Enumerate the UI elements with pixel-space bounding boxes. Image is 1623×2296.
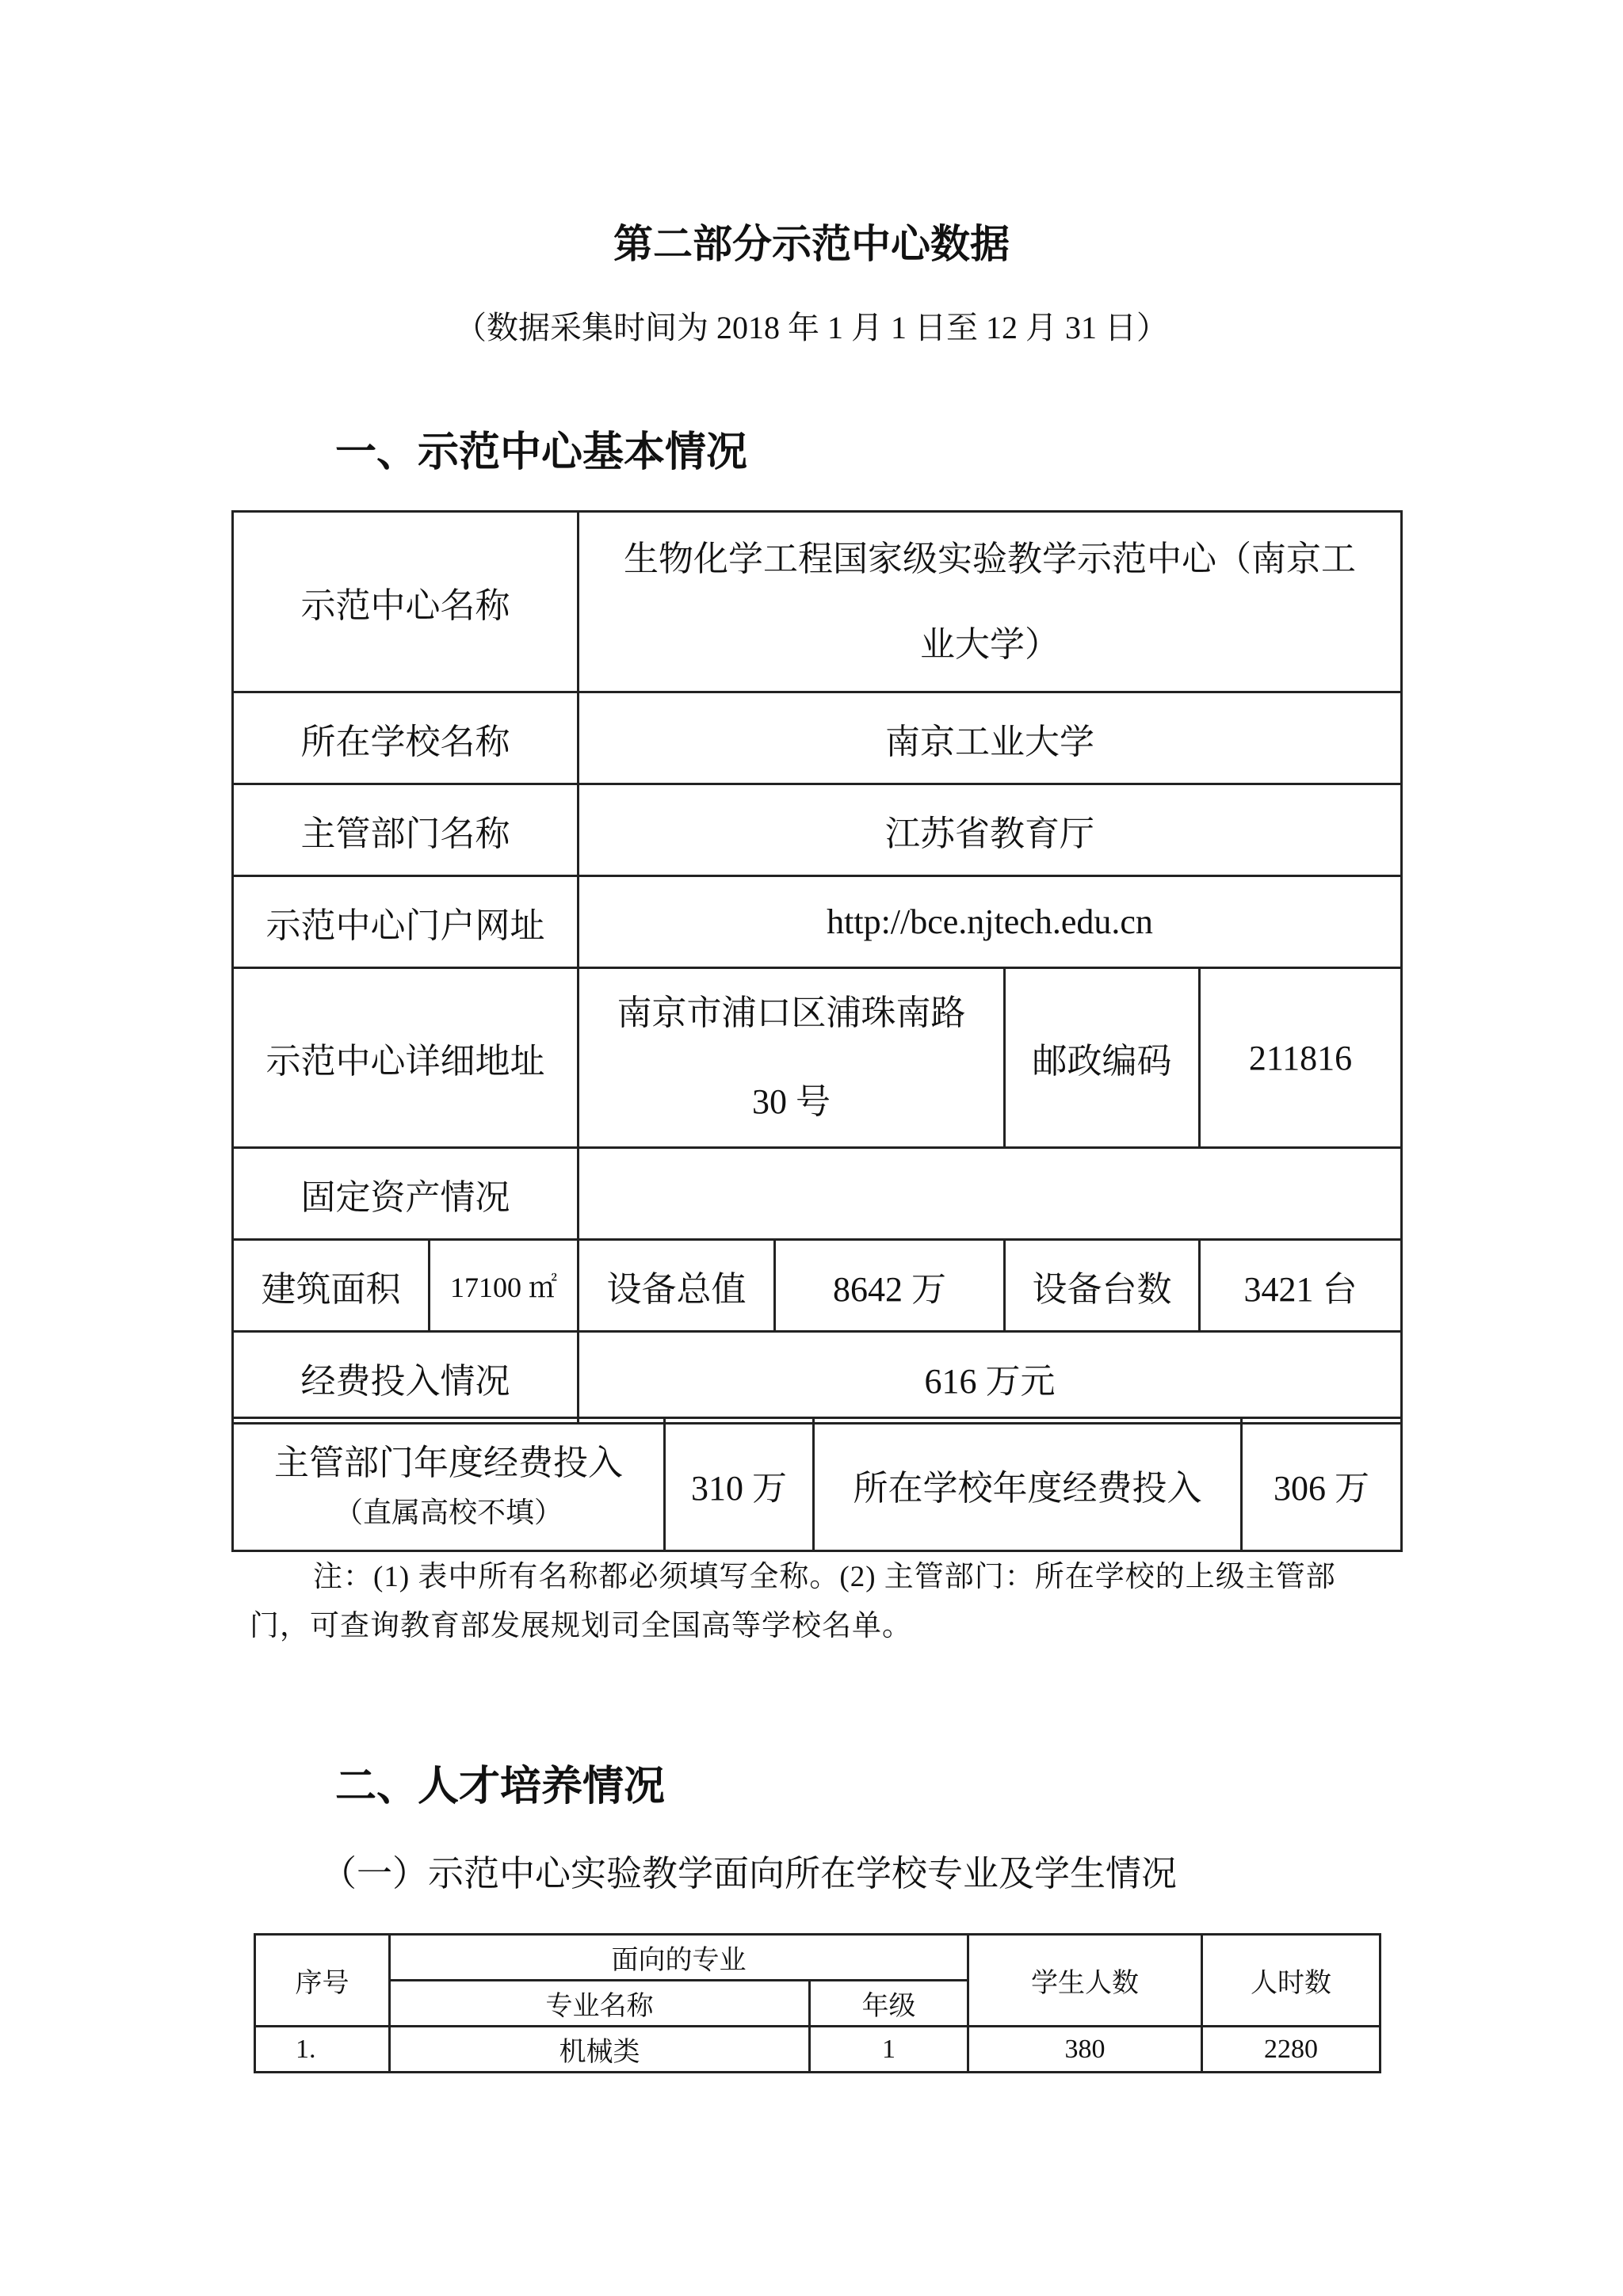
page-title: 第二部分示范中心数据 (613, 221, 1010, 267)
fixed-assets-value (579, 1148, 1402, 1240)
funding-label: 经费投入情况 (233, 1332, 579, 1424)
row-students: 380 (968, 2027, 1202, 2073)
center-name-line1: 生物化学工程国家级实验教学示范中心（南京工 (624, 538, 1356, 579)
equipment-count-value: 3421 台 (1200, 1240, 1402, 1332)
header-major-name: 专业名称 (390, 1981, 810, 2027)
header-students: 学生人数 (968, 1935, 1202, 2027)
school-annual-funding-label: 所在学校年度经费投入 (814, 1418, 1242, 1551)
equipment-count-label: 设备台数 (1005, 1240, 1200, 1332)
section-heading-talent: 二、人才培养情况 (335, 1763, 666, 1810)
table-row (233, 968, 1402, 1148)
page-subtitle: （数据采集时间为 2018 年 1 月 1 日至 12 月 31 日） (455, 310, 1168, 345)
address-label: 示范中心详细地址 (233, 968, 579, 1148)
building-area-label: 建筑面积 (233, 1240, 430, 1332)
center-name-value (579, 512, 1402, 692)
table-row (233, 1240, 1402, 1332)
building-area-value: 17100 ㎡ (430, 1240, 579, 1332)
dept-annual-funding-title: 主管部门年度经费投入 (274, 1442, 623, 1483)
dept-name-value: 江苏省教育厅 (579, 784, 1402, 876)
postcode-value: 211816 (1200, 968, 1402, 1148)
fixed-assets-label: 固定资产情况 (233, 1148, 579, 1240)
equipment-value-label: 设备总值 (579, 1240, 775, 1332)
address-value (579, 968, 1005, 1148)
table-row (233, 1418, 1402, 1551)
portal-url-label: 示范中心门户网址 (233, 876, 579, 968)
address-line1: 南京市浦口区浦珠南路 (617, 993, 966, 1033)
row-grade: 1 (810, 2027, 968, 2073)
header-major-group: 面向的专业 (390, 1935, 968, 1981)
header-seq: 序号 (255, 1935, 390, 2027)
table-row (233, 512, 1402, 692)
row-major-name: 机械类 (390, 2027, 810, 2073)
basic-info-table (231, 510, 1403, 1425)
funding-detail-table (231, 1417, 1403, 1552)
row-seq: 1. (255, 2027, 390, 2073)
row-hours: 2280 (1202, 2027, 1381, 2073)
table-row (233, 692, 1402, 784)
header-hours: 人时数 (1202, 1935, 1381, 2027)
dept-name-label: 主管部门名称 (233, 784, 579, 876)
majors-table (254, 1933, 1381, 2073)
dept-annual-funding-note: （直属高校不填） (334, 1496, 563, 1528)
table-header-row (255, 1935, 1381, 1981)
table-row (233, 1148, 1402, 1240)
school-name-label: 所在学校名称 (233, 692, 579, 784)
subsection-heading: （一）示范中心实验教学面向所在学校专业及学生情况 (321, 1852, 1178, 1894)
address-line2: 30 号 (752, 1082, 831, 1121)
equipment-value: 8642 万 (775, 1240, 1005, 1332)
dept-annual-funding-label (233, 1418, 665, 1551)
table-row (255, 2027, 1381, 2073)
table-row (233, 876, 1402, 968)
dept-annual-funding-value: 310 万 (665, 1418, 814, 1551)
table-note: 注：(1) 表中所有名称都必须填写全称。(2) 主管部门：所在学校的上级主管部门，可查询教育部发展规划司全国高等学校名单。 (250, 1561, 1336, 1642)
center-name-label: 示范中心名称 (233, 512, 579, 692)
center-name-line2: 业大学） (920, 624, 1060, 665)
school-annual-funding-value: 306 万 (1242, 1418, 1402, 1551)
school-name-value: 南京工业大学 (579, 692, 1402, 784)
table-row (233, 784, 1402, 876)
table-row (233, 1332, 1402, 1424)
funding-value: 616 万元 (579, 1332, 1402, 1424)
postcode-label: 邮政编码 (1005, 968, 1200, 1148)
header-grade: 年级 (810, 1981, 968, 2027)
portal-url-value: http://bce.njtech.edu.cn (579, 876, 1402, 968)
section-heading-basic-info: 一、示范中心基本情况 (335, 429, 748, 476)
